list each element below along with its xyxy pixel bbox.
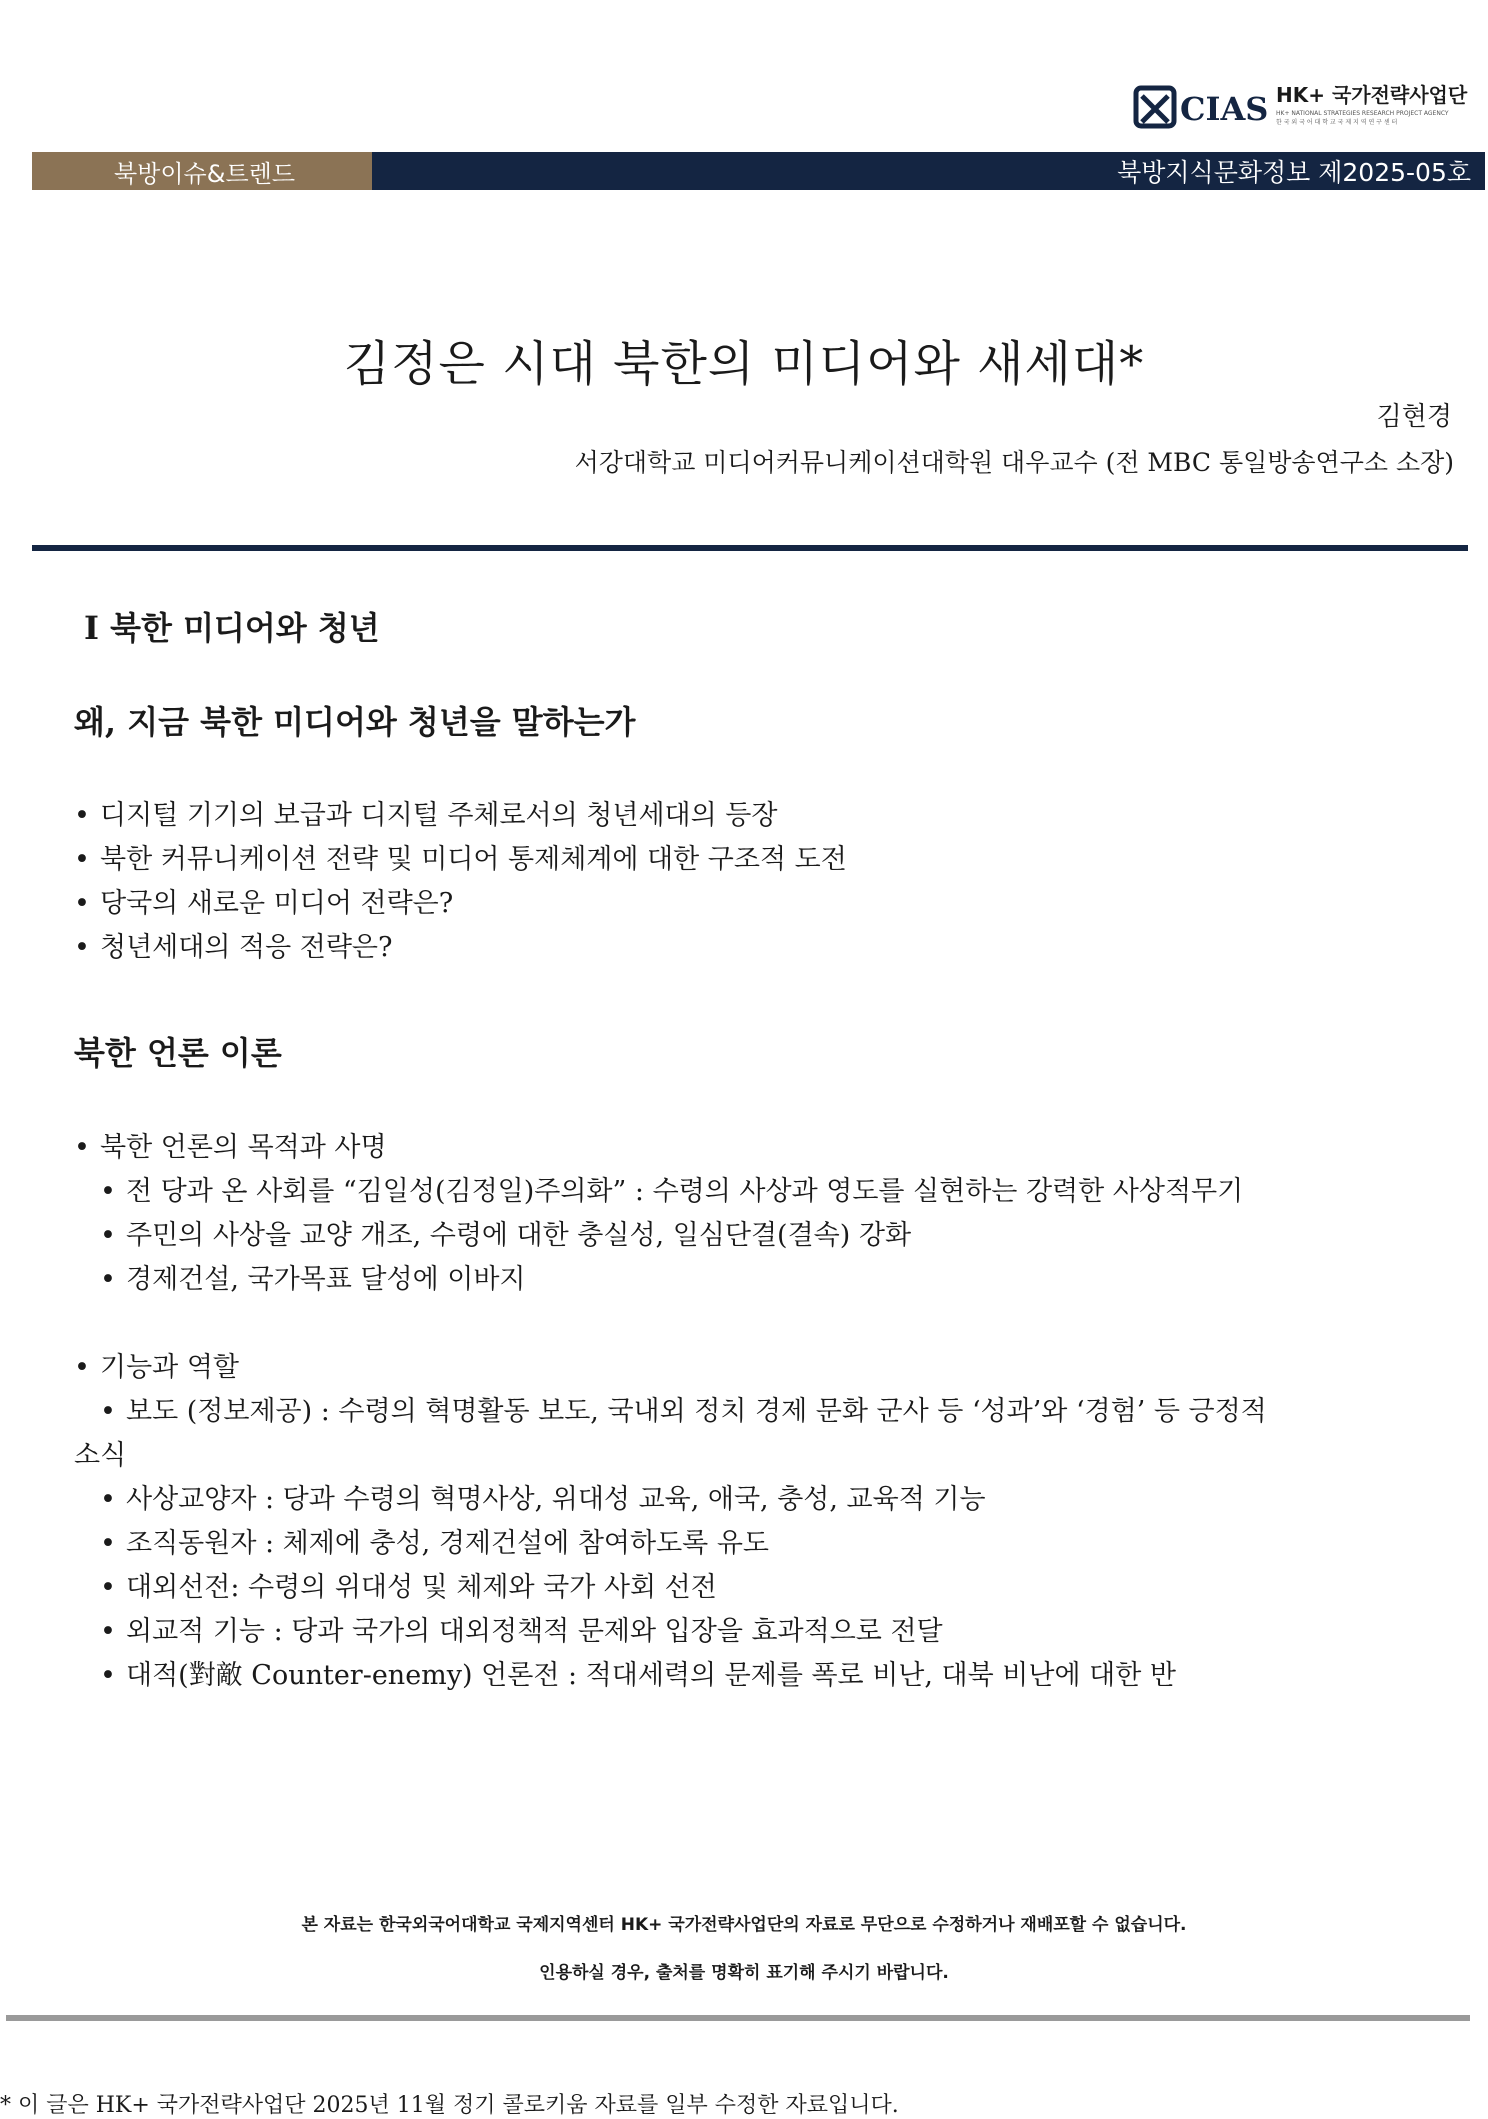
list-item-text: 조직동원자 : 체제에 충성, 경제건설에 참여하도록 유도 xyxy=(126,1528,769,1559)
list-subitem xyxy=(74,1566,1267,1610)
list-subitem xyxy=(74,1170,1267,1214)
logo-subtitle-korean: 한 국 외 국 어 대 학 교 국 제 지 역 연 구 센 터 xyxy=(1276,119,1398,126)
list-item-text: 대외선전: 수령의 위대성 및 체제와 국가 사회 선전 xyxy=(126,1572,717,1603)
bullet-icon: • xyxy=(100,1660,116,1691)
bullet-icon: • xyxy=(100,1484,116,1515)
list-item-continuation: 소식 xyxy=(74,1440,127,1471)
header-banner xyxy=(32,152,1485,190)
bullet-icon: • xyxy=(100,1176,116,1207)
list-item xyxy=(74,838,847,882)
list-item-text: 북한 커뮤니케이션 전략 및 미디어 통제체계에 대한 구조적 도전 xyxy=(100,844,847,875)
theory-bullet-list xyxy=(74,1126,1267,1698)
list-item-text: 기능과 역할 xyxy=(100,1352,239,1383)
list-item xyxy=(74,926,847,970)
title-divider xyxy=(32,545,1468,551)
bullet-icon: • xyxy=(100,1396,116,1427)
cias-logo-graphic xyxy=(1132,82,1472,132)
list-subitem xyxy=(74,1610,1267,1654)
list-item-text: 사상교양자 : 당과 수령의 혁명사상, 위대성 교육, 애국, 충성, 교육적 기능 xyxy=(126,1484,986,1515)
list-item-text: 주민의 사상을 교양 개조, 수령에 대한 충실성, 일심단결(결속) 강화 xyxy=(126,1220,912,1251)
list-subitem xyxy=(74,1258,1267,1302)
author-name: 김현경 xyxy=(1376,402,1452,432)
bullet-icon: • xyxy=(100,1572,116,1603)
bullet-icon: • xyxy=(74,932,90,963)
bullet-icon: • xyxy=(74,888,90,919)
list-item xyxy=(74,1126,1267,1170)
list-item xyxy=(74,794,847,838)
bullet-icon: • xyxy=(100,1264,116,1295)
list-subitem xyxy=(74,1478,1267,1522)
list-item xyxy=(74,1346,1267,1390)
list-spacer xyxy=(74,1302,1267,1346)
footnote: * 이 글은 HK+ 국가전략사업단 2025년 11월 정기 콜로키움 자료를 일부 수정한 자료입니다. xyxy=(0,2093,899,2118)
list-subitem xyxy=(74,1654,1267,1698)
section-heading: Ⅰ 북한 미디어와 청년 xyxy=(84,609,380,647)
list-item-text: 대적(對敵 Counter-enemy) 언론전 : 적대세력의 문제를 폭로 비난, 대북 비난에 대한 반 xyxy=(126,1660,1176,1691)
knot-emblem-icon xyxy=(1136,88,1174,126)
list-item-text: 당국의 새로운 미디어 전략은? xyxy=(100,888,454,919)
list-item-text: 경제건설, 국가목표 달성에 이바지 xyxy=(126,1264,526,1295)
list-item-text: 디지털 기기의 보급과 디지털 주체로서의 청년세대의 등장 xyxy=(100,800,778,831)
logo-subtitle: HK+ NATIONAL STRATEGIES RESEARCH PROJECT AGENCY xyxy=(1276,110,1449,117)
footer-divider xyxy=(6,2015,1470,2021)
issue-number: 북방지식문화정보 제2025-05호 xyxy=(372,152,1485,190)
list-subitem xyxy=(74,1522,1267,1566)
list-subitem xyxy=(74,1390,1267,1434)
subsection-heading-theory: 북한 언론 이론 xyxy=(74,1034,282,1072)
cias-logo xyxy=(1132,82,1472,132)
logo-cias-text: CIAS xyxy=(1180,90,1269,128)
list-item-text: 북한 언론의 목적과 사명 xyxy=(100,1132,387,1163)
bullet-icon: • xyxy=(100,1220,116,1251)
list-item-text: 전 당과 온 사회를 “김일성(김정일)주의화” : 수령의 사상과 영도를 실현하는 강력한 사상적무기 xyxy=(126,1176,1244,1207)
subsection-heading-why: 왜, 지금 북한 미디어와 청년을 말하는가 xyxy=(74,703,636,741)
logo-title: HK+ 국가전략사업단 xyxy=(1276,83,1468,107)
why-bullet-list xyxy=(74,794,847,970)
list-item-text: 보도 (정보제공) : 수령의 혁명활동 보도, 국내외 정치 경제 문화 군사 등 ‘성과’와 ‘경험’ 등 긍정적 xyxy=(126,1396,1267,1427)
category-label: 북방이슈&트렌드 xyxy=(32,152,372,190)
list-subitem xyxy=(74,1214,1267,1258)
bullet-icon: • xyxy=(74,1132,90,1163)
copyright-notice: 본 자료는 한국외국어대학교 국제지역센터 HK+ 국가전략사업단의 자료로 무단으로 수정하거나 재배포할 수 없습니다. xyxy=(301,1915,1187,1935)
bullet-icon: • xyxy=(100,1528,116,1559)
list-item-text: 외교적 기능 : 당과 국가의 대외정책적 문제와 입장을 효과적으로 전달 xyxy=(126,1616,943,1647)
bullet-icon: • xyxy=(74,1352,90,1383)
bullet-icon: • xyxy=(100,1616,116,1647)
citation-notice: 인용하실 경우, 출처를 명확히 표기해 주시기 바랍니다. xyxy=(539,1963,949,1983)
bullet-icon: • xyxy=(74,844,90,875)
list-item xyxy=(74,882,847,926)
bullet-icon: • xyxy=(74,800,90,831)
list-item-text: 청년세대의 적응 전략은? xyxy=(100,932,393,963)
document-title: 김정은 시대 북한의 미디어와 새세대* xyxy=(343,336,1145,392)
author-affiliation: 서강대학교 미디어커뮤니케이션대학원 대우교수 (전 MBC 통일방송연구소 소장) xyxy=(574,448,1454,477)
